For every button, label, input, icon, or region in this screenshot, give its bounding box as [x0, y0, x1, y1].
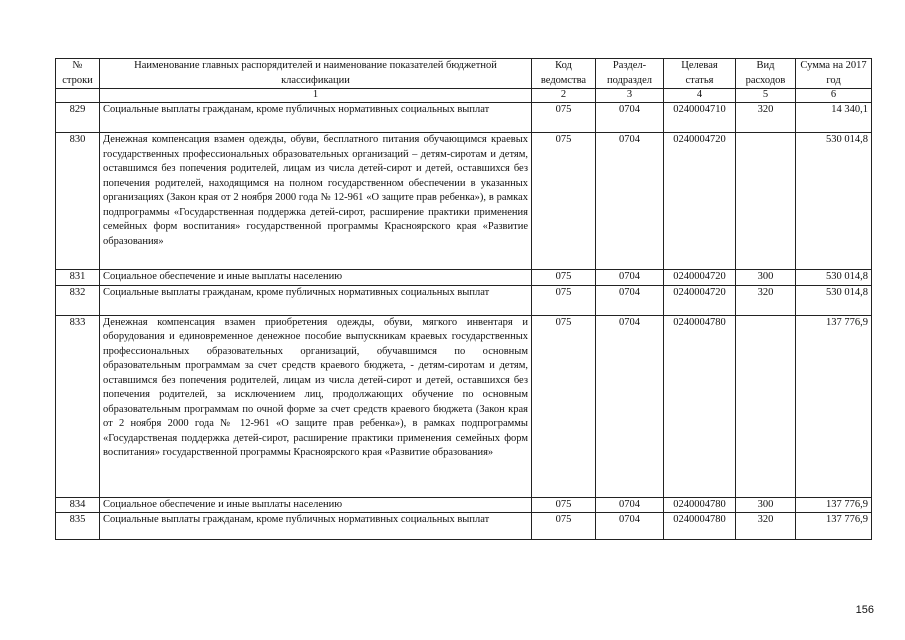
row-target: 0240004720: [664, 133, 736, 270]
row-target: 0240004720: [664, 270, 736, 286]
row-expense-type: 300: [736, 497, 796, 513]
row-dept-code: 075: [532, 285, 596, 315]
row-target: 0240004720: [664, 285, 736, 315]
table-row: [56, 513, 872, 540]
row-section: 0704: [596, 513, 664, 540]
row-target: 0240004710: [664, 103, 736, 133]
row-number: 833: [56, 315, 100, 497]
row-target: 0240004780: [664, 513, 736, 540]
row-name: Социальное обеспечение и иные выплаты населению: [100, 270, 532, 286]
row-number: 835: [56, 513, 100, 540]
row-number: 829: [56, 103, 100, 133]
header-row: [56, 59, 872, 89]
column-number: [56, 89, 100, 103]
header-expense-type: Вид расходов: [736, 59, 796, 89]
row-dept-code: 075: [532, 133, 596, 270]
row-expense-type: 320: [736, 285, 796, 315]
table-row: [56, 270, 872, 286]
row-dept-code: 075: [532, 513, 596, 540]
header-target: Целевая статья: [664, 59, 736, 89]
table-row: [56, 285, 872, 315]
row-expense-type: [736, 133, 796, 270]
column-number: 1: [100, 89, 532, 103]
table-row: [56, 315, 872, 497]
row-amount: 530 014,8: [796, 285, 872, 315]
row-section: 0704: [596, 133, 664, 270]
row-section: 0704: [596, 497, 664, 513]
row-number: 832: [56, 285, 100, 315]
header-amount: Сумма на 2017 год: [796, 59, 872, 89]
row-amount: 14 340,1: [796, 103, 872, 133]
row-name: Социальные выплаты гражданам, кроме публичных нормативных социальных выплат: [100, 285, 532, 315]
column-number-row: [56, 89, 872, 103]
row-expense-type: 320: [736, 103, 796, 133]
row-name: Денежная компенсация взамен одежды, обуви, бесплатного питания обучающимся краевых государственных профессиональных образовательных организаций – детям-сиротам и детям, оставшимся без попечения родителей, лицам из числа детей-сирот и детей, оставшихся без попечения родителей, находящимся на полном государственном обеспечении в указанных организациях (Закон края от 2 ноября 2000 года № 12-961 «О защите прав ребенка»), в рамках подпрограммы «Государственная поддержка детей-сирот, расширение практики применения семейных форм воспитания» государственной программы Красноярского края «Развитие образования»: [100, 133, 532, 270]
table-row: [56, 497, 872, 513]
page-number: 156: [855, 604, 874, 616]
row-amount: 137 776,9: [796, 513, 872, 540]
row-section: 0704: [596, 103, 664, 133]
column-number: 2: [532, 89, 596, 103]
row-expense-type: 300: [736, 270, 796, 286]
column-number: 6: [796, 89, 872, 103]
budget-table: [55, 58, 872, 540]
row-expense-type: [736, 315, 796, 497]
row-amount: 530 014,8: [796, 270, 872, 286]
table-row: [56, 103, 872, 133]
column-number: 4: [664, 89, 736, 103]
row-dept-code: 075: [532, 315, 596, 497]
row-amount: 137 776,9: [796, 497, 872, 513]
row-name: Социальные выплаты гражданам, кроме публичных нормативных социальных выплат: [100, 103, 532, 133]
row-number: 830: [56, 133, 100, 270]
header-name: Наименование главных распорядителей и наименование показателей бюджетной классификации: [100, 59, 532, 89]
row-amount: 137 776,9: [796, 315, 872, 497]
row-section: 0704: [596, 315, 664, 497]
row-name: Социальные выплаты гражданам, кроме публичных нормативных социальных выплат: [100, 513, 532, 540]
header-dept-code: Код ведомства: [532, 59, 596, 89]
row-name: Социальное обеспечение и иные выплаты населению: [100, 497, 532, 513]
column-number: 3: [596, 89, 664, 103]
row-dept-code: 075: [532, 270, 596, 286]
header-row-no: № строки: [56, 59, 100, 89]
column-number: 5: [736, 89, 796, 103]
header-section: Раздел-подраздел: [596, 59, 664, 89]
row-dept-code: 075: [532, 103, 596, 133]
row-section: 0704: [596, 270, 664, 286]
row-section: 0704: [596, 285, 664, 315]
row-amount: 530 014,8: [796, 133, 872, 270]
row-dept-code: 075: [532, 497, 596, 513]
row-number: 834: [56, 497, 100, 513]
table-row: [56, 133, 872, 270]
row-number: 831: [56, 270, 100, 286]
row-target: 0240004780: [664, 497, 736, 513]
row-expense-type: 320: [736, 513, 796, 540]
row-target: 0240004780: [664, 315, 736, 497]
row-name: Денежная компенсация взамен приобретения одежды, обуви, мягкого инвентаря и оборудования и единовременное денежное пособие выпускникам краевых государственных профессиональных образовательных организаций, обучавшимся по основным образовательным программам за счет средств краевого бюджета, - детям-сиротам и детям, оставшимся без попечения родителей, лицам из числа детей-сирот и детей, оставшихся без попечения родителей, за исключением лиц, продолжающих обучение по основным образовательным программам по очной форме за счет средств краевого бюджета (Закон края от 2 ноября 2000 года № 12-961 «О защите прав ребенка»), в рамках подпрограммы «Государственая поддержка детей-сирот, расширение практики применения семейных форм воспитания» государственной программы Красноярского края «Развитие образования»: [100, 315, 532, 497]
